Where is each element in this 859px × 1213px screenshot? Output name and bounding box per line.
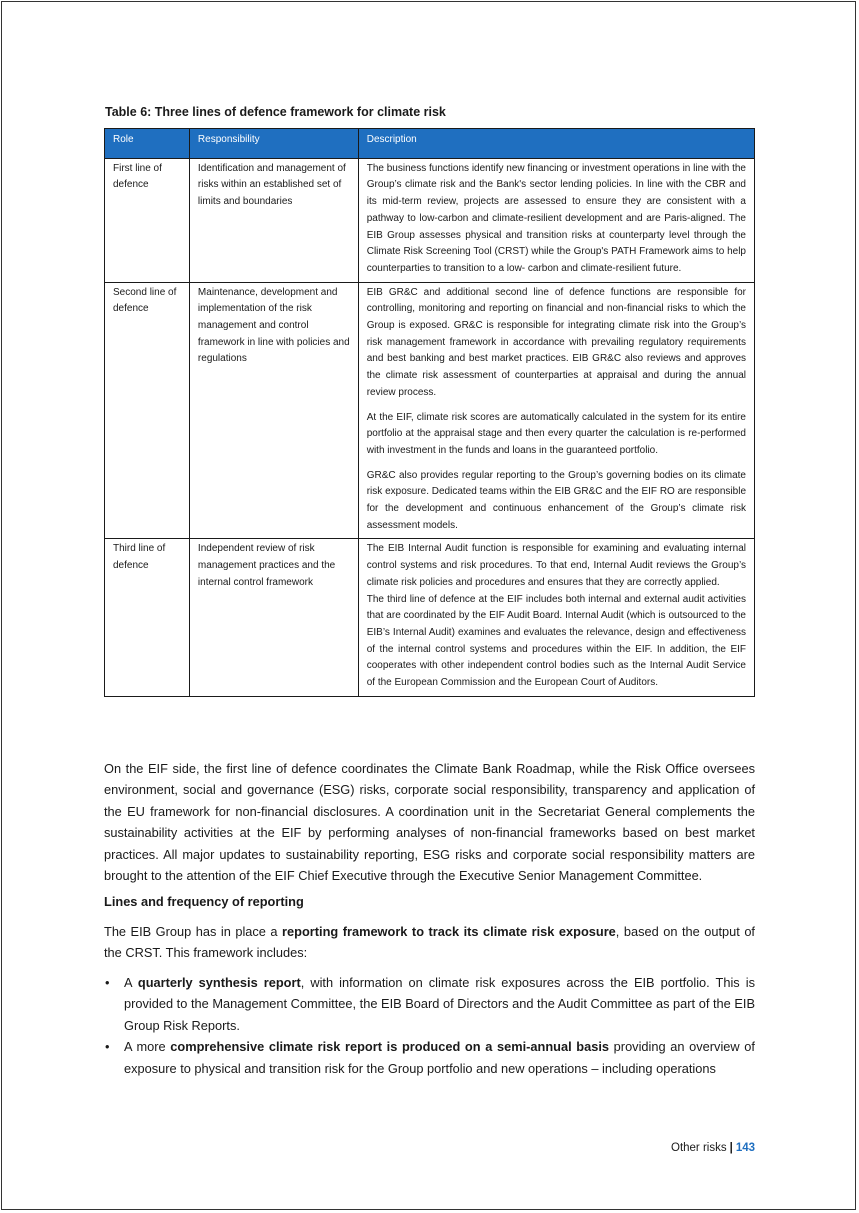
description-paragraph: The business functions identify new financing or investment operations in line with the Group’s climate risk and the Bank's sector lending policies. In line with the CBR and its mid-term review, projects are assessed to ensure they are consistent with a pathway to low-carbon and climate-resilient development and are Paris-aligned. The EIB Group assesses physical and transition risks at counterparty level through the Climate Risk Screening Tool (CRST) while the Group's PATH Framework aims to help counterparties to transition to a low- carbon and climate-resilient future. <box>366 162 746 274</box>
text-run: The EIB Group has in place a <box>104 924 283 939</box>
footer-separator: | <box>729 1142 733 1154</box>
header-description: Description <box>358 129 754 159</box>
footer-section-name: Other risks <box>671 1142 727 1154</box>
responsibility-cell: Maintenance, development and implementation of the risk management and control framework in line with policies and regulations <box>189 282 358 539</box>
text-run: A more <box>124 1039 171 1055</box>
bullet-icon: • <box>105 1039 110 1055</box>
role-cell: First line of defence <box>105 158 190 282</box>
table-title: Table 6: Three lines of defence framework for climate risk <box>105 105 446 119</box>
table-row <box>105 158 755 282</box>
table-row <box>105 282 755 539</box>
page-footer <box>671 1142 755 1154</box>
list-item <box>104 1036 755 1079</box>
reporting-list <box>104 972 755 1079</box>
bold-text-run: quarterly synthesis report <box>137 975 301 990</box>
table-row <box>105 539 755 696</box>
responsibility-cell: Independent review of risk management practices and the internal control framework <box>189 539 358 696</box>
role-cell: Second line of defence <box>105 282 190 539</box>
text-run: providing an overview of exposure to physical and transition risk for the Group portfolio and new operations – including operations <box>124 1039 755 1076</box>
text-run: , with information on climate risk exposures across the EIB portfolio. This is provided to the Management Committee, the EIB Board of Directors and the Audit Committee as part of the EIB Group Risk Reports. <box>124 975 755 1033</box>
section-heading: Lines and frequency of reporting <box>104 894 304 909</box>
responsibility-cell: Identification and management of risks within an established set of limits and boundaries <box>189 158 358 282</box>
description-paragraph: The third line of defence at the EIF includes both internal and external audit activities that are coordinated by the EIF Audit Board. Internal Audit (which is outsourced to the EIB’s Internal Audit) examines and evaluates the relevance, design and effectiveness of the internal control systems and procedures within the EIF. In addition, the EIF cooperates with other independent control bodies such as the Internal Audit Service of the European Commission and the European Court of Auditors. <box>366 593 746 689</box>
bullet-icon: • <box>105 975 110 990</box>
header-responsibility: Responsibility <box>189 129 358 159</box>
description-paragraph: EIB GR&C and additional second line of defence functions are responsible for controlling, monitoring and reporting on financial and non-financial risks to which the Group is exposed. GR&C is responsible for integrating climate risk into the Group’s risk management framework in accordance with prevailing regulatory requirements and best banking and best market practices. EIB GR&C also reviews and approves the climate risk assessment of counterparties at appraisal and during the annual review process. <box>366 286 746 398</box>
header-role: Role <box>105 129 190 159</box>
description-cell <box>358 158 754 282</box>
page-number: 143 <box>735 1142 755 1154</box>
description-paragraph: The EIB Internal Audit function is responsible for examining and evaluating internal control systems and risk procedures. To that end, Internal Audit reviews the Group’s climate risk policies and procedures and ensures that they are correctly applied. <box>366 543 746 588</box>
description-paragraph: At the EIF, climate risk scores are automatically calculated in the system for its entire portfolio at the appraisal stage and then every quarter the calculation is re-performed with investment in the funds and loans in the guaranteed portfolio. <box>366 411 746 456</box>
text-run: , based on the output of the CRST. This framework includes: <box>104 924 755 961</box>
bold-text-run: reporting framework to track its climate risk exposure <box>282 924 616 939</box>
description-cell <box>358 539 754 696</box>
bold-text-run: comprehensive climate risk report is produced on a semi-annual basis <box>170 1039 610 1055</box>
description-cell <box>358 282 754 539</box>
text-run: A <box>124 975 138 990</box>
defence-lines-table <box>104 128 755 697</box>
table-header-row <box>105 129 755 159</box>
description-paragraph: GR&C also provides regular reporting to the Group’s governing bodies on its climate risk exposure. Dedicated teams within the EIB GR&C and the EIF RO are responsible for the development and continuous enhancement of the Group’s climate risk assessment models. <box>366 469 746 531</box>
reporting-framework-paragraph <box>104 921 755 964</box>
role-cell: Third line of defence <box>105 539 190 696</box>
eif-side-paragraph: On the EIF side, the first line of defence coordinates the Climate Bank Roadmap, while the Risk Office oversees environment, social and governance (ESG) risks, corporate social responsibility, transparency and application of the EU framework for non-financial disclosures. A coordination unit in the Secretariat General complements the sustainability activities at the EIF by performing analyses of non-financial frameworks based on best market practices. All major updates to sustainability reporting, ESG risks and corporate social responsibility matters are brought to the attention of the EIF Chief Executive through the Executive Senior Management Committee. <box>104 761 755 884</box>
list-item <box>104 972 755 1036</box>
